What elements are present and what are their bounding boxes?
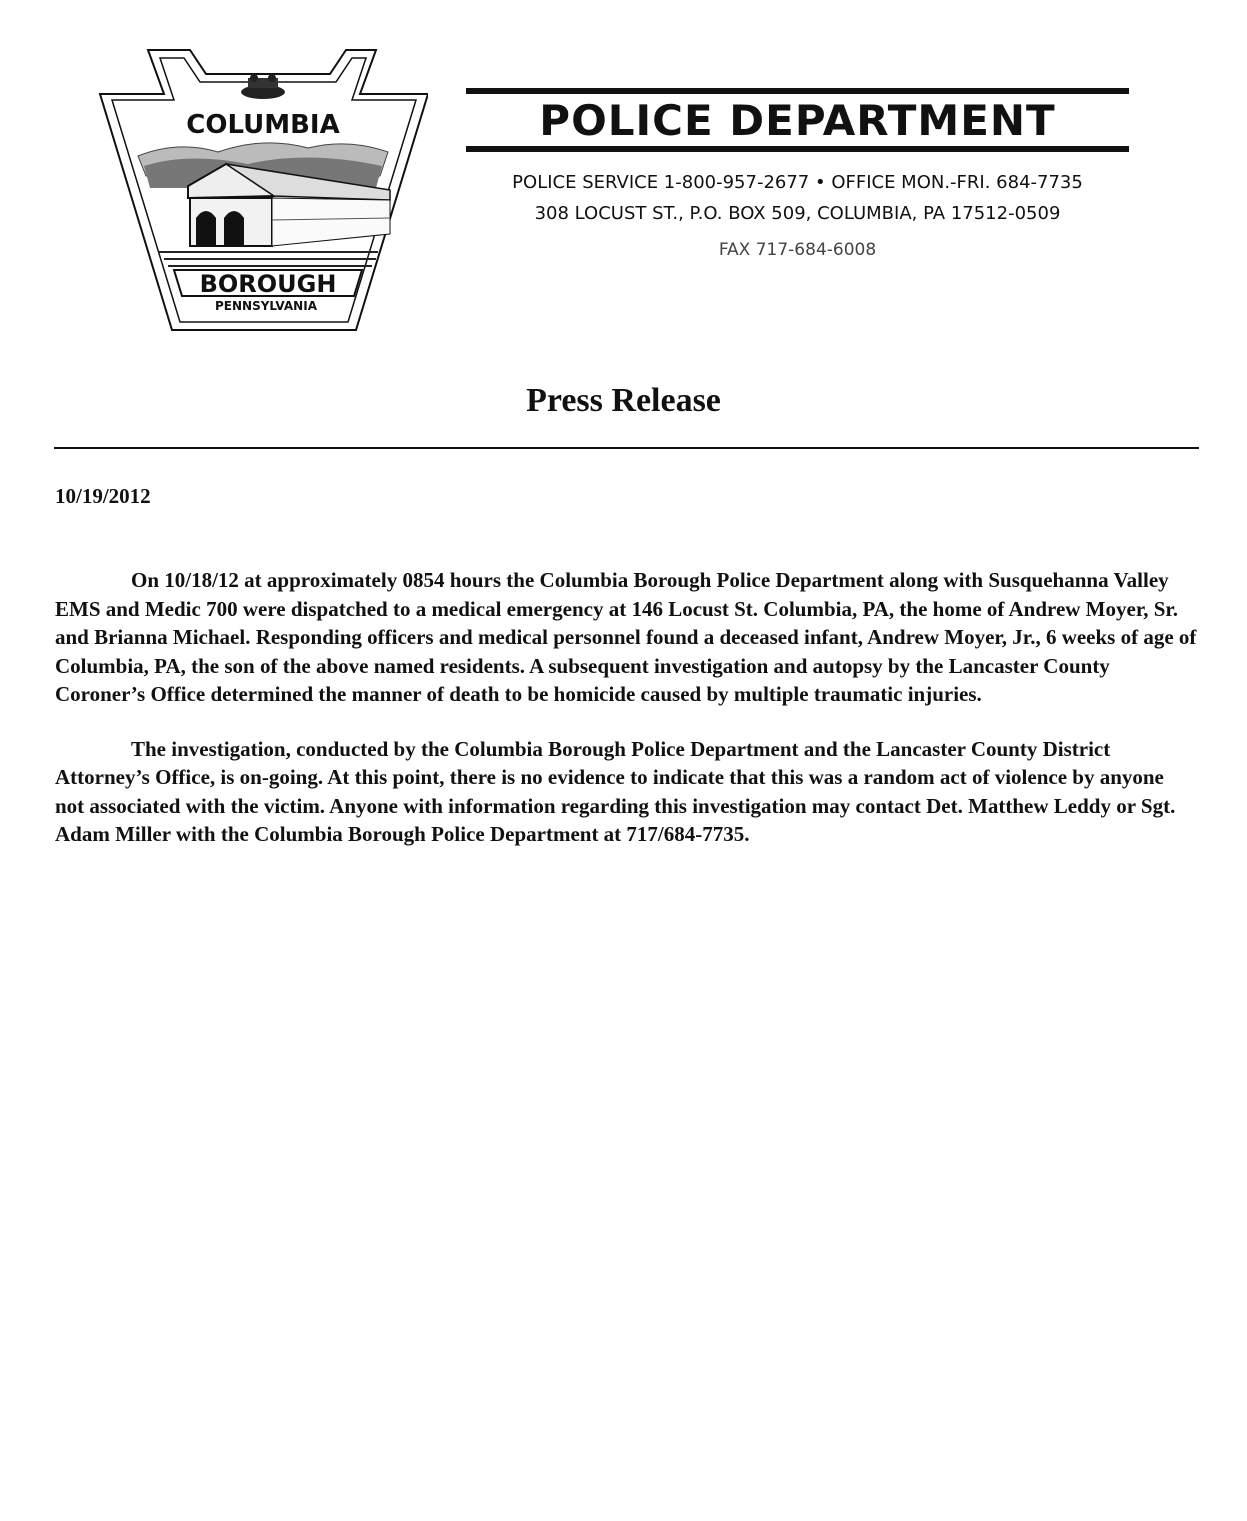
seal-bottom-text: BOROUGH [199, 270, 337, 298]
seal-top-text: COLUMBIA [186, 110, 340, 140]
title-divider [54, 447, 1199, 449]
seal-state-text: PENNSYLVANIA [215, 299, 317, 313]
document-title: Press Release [526, 382, 721, 419]
crest-icon [241, 74, 285, 99]
body-paragraph: On 10/18/12 at approximately 0854 hours the Columbia Borough Police Department along with Susquehanna Valley EMS and Medic 700 were dispatched to a medical emergency at 146 Locust St. Columbia, PA, the home of Andrew Moyer, Sr. and Brianna Michael. Responding officers and medical personnel found a deceased infant, Andrew Moyer, Jr., 6 weeks of age of Columbia, PA, the son of the above named residents. A subsequent investigation and autopsy by the Lancaster County Coroner’s Office determined the manner of death to be homicide caused by multiple traumatic injuries. [55, 568, 1197, 706]
contact-address-line: 308 LOCUST ST., P.O. BOX 509, COLUMBIA, PA 17512-0509 [534, 203, 1061, 224]
header-bottom-rule [466, 146, 1129, 152]
contact-phone-line: POLICE SERVICE 1-800-957-2677 • OFFICE MON.-FRI. 684-7735 [512, 172, 1083, 193]
contact-fax-line: FAX 717-684-6008 [718, 240, 877, 260]
release-date: 10/19/2012 [55, 484, 151, 508]
letterhead-header [466, 88, 1129, 260]
department-title: POLICE DEPARTMENT [539, 96, 1056, 145]
borough-seal-logo [98, 48, 428, 333]
release-body [55, 566, 1197, 875]
body-paragraph: The investigation, conducted by the Columbia Borough Police Department and the Lancaster County District Attorney’s Office, is on-going. At this point, there is no evidence to indicate that this was a random act of violence by anyone not associated with the victim. Anyone with information regarding this investigation may contact Det. Matthew Leddy or Sgt. Adam Miller with the Columbia Borough Police Department at 717/684-7735. [55, 736, 1176, 846]
